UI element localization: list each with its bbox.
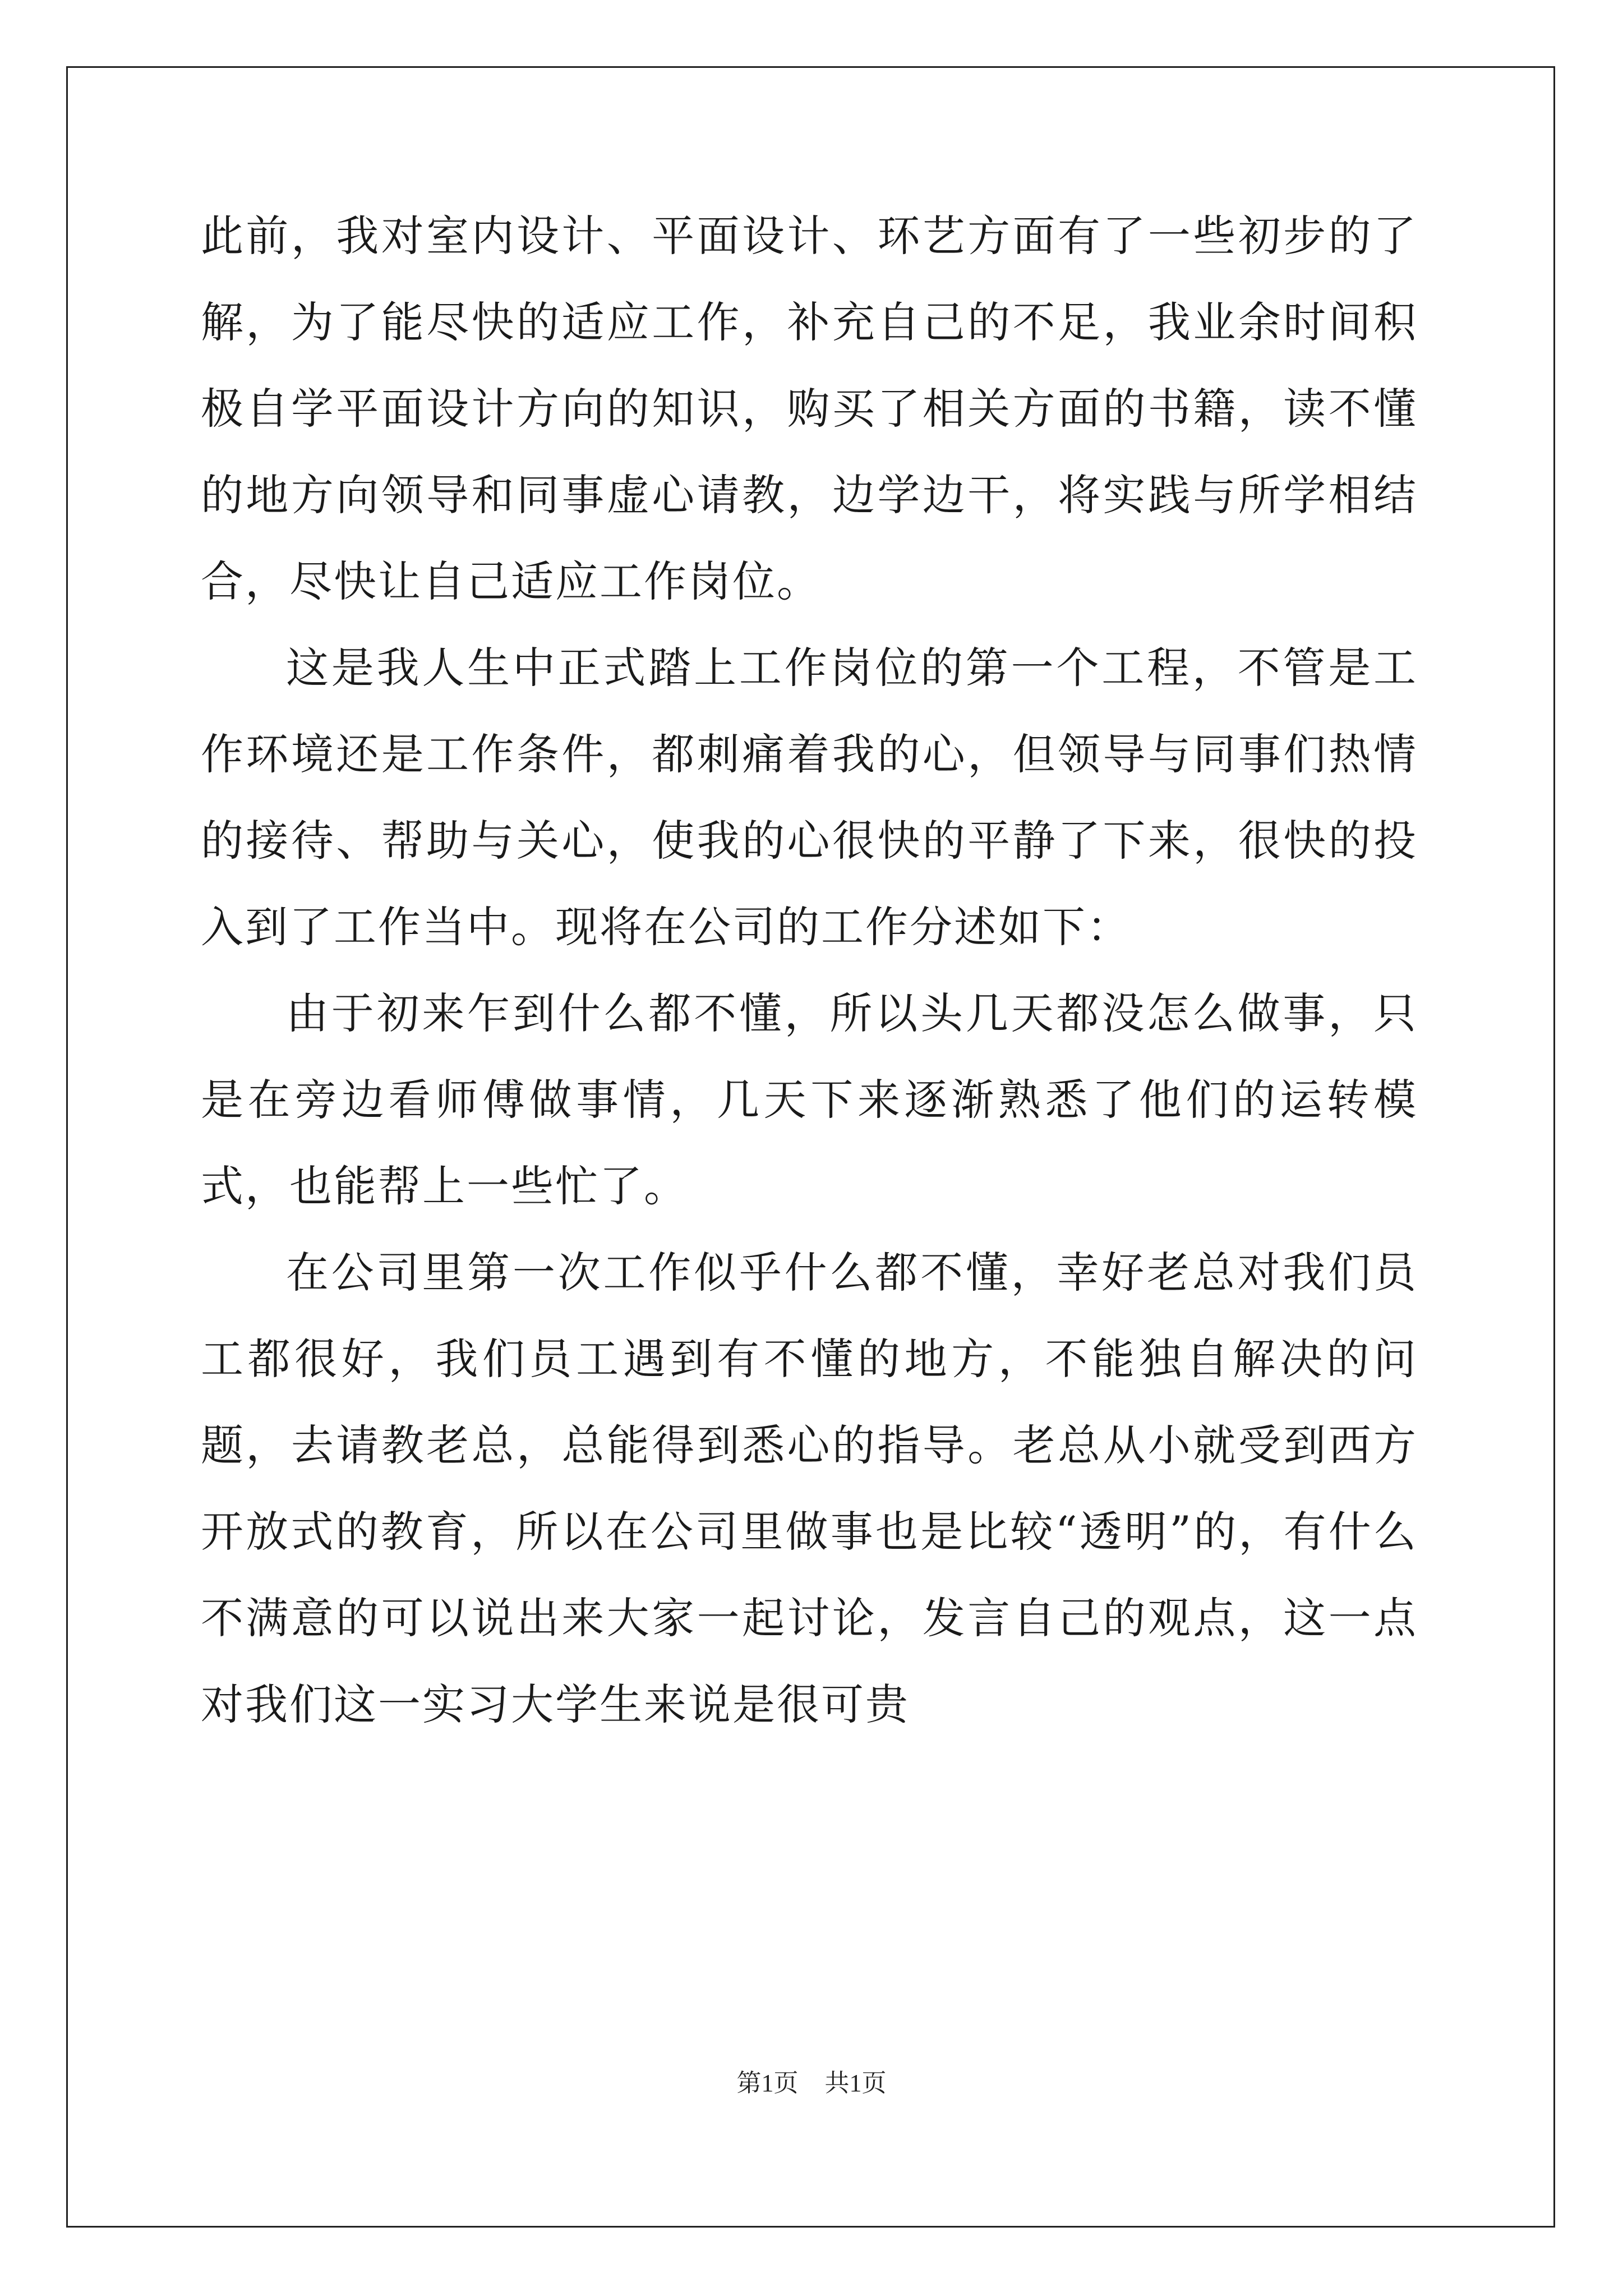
page-number-total: 共1页 [824,2069,887,2097]
page-footer [0,2068,1623,2099]
paragraph-2: 这是我人生中正式踏上工作岗位的第一个工程，不管是工作环境还是工作条件，都刺痛着我的心，但领导与同事们热情的接待、帮助与关心，使我的心很快的平静了下来，很快的投入到了工作当中。现将在公司的工作分述如下： [201,643,1418,952]
page-number-current: 第1页 [736,2069,799,2097]
paragraph-3: 由于初来乍到什么都不懂，所以头几天都没怎么做事，只是在旁边看师傅做事情，几天下来逐渐熟悉了他们的运转模式，也能帮上一些忙了。 [201,988,1418,1211]
paragraph-1: 此前，我对室内设计、平面设计、环艺方面有了一些初步的了解，为了能尽快的适应工作，补充自己的不足，我业余时间积极自学平面设计方向的知识，购买了相关方面的书籍，读不懂的地方向领导和同事虚心请教，边学边干，将实践与所学相结合，尽快让自己适应工作岗位。 [201,211,1418,606]
paragraph-4: 在公司里第一次工作似乎什么都不懂，幸好老总对我们员工都很好，我们员工遇到有不懂的地方，不能独自解决的问题，去请教老总，总能得到悉心的指导。老总从小就受到西方开放式的教育，所以在公司里做事也是比较“透明”的，有什么不满意的可以说出来大家一起讨论，发言自己的观点，这一点对我们这一实习大学生来说是很可贵 [201,1248,1418,1729]
document-body [201,193,1418,1748]
